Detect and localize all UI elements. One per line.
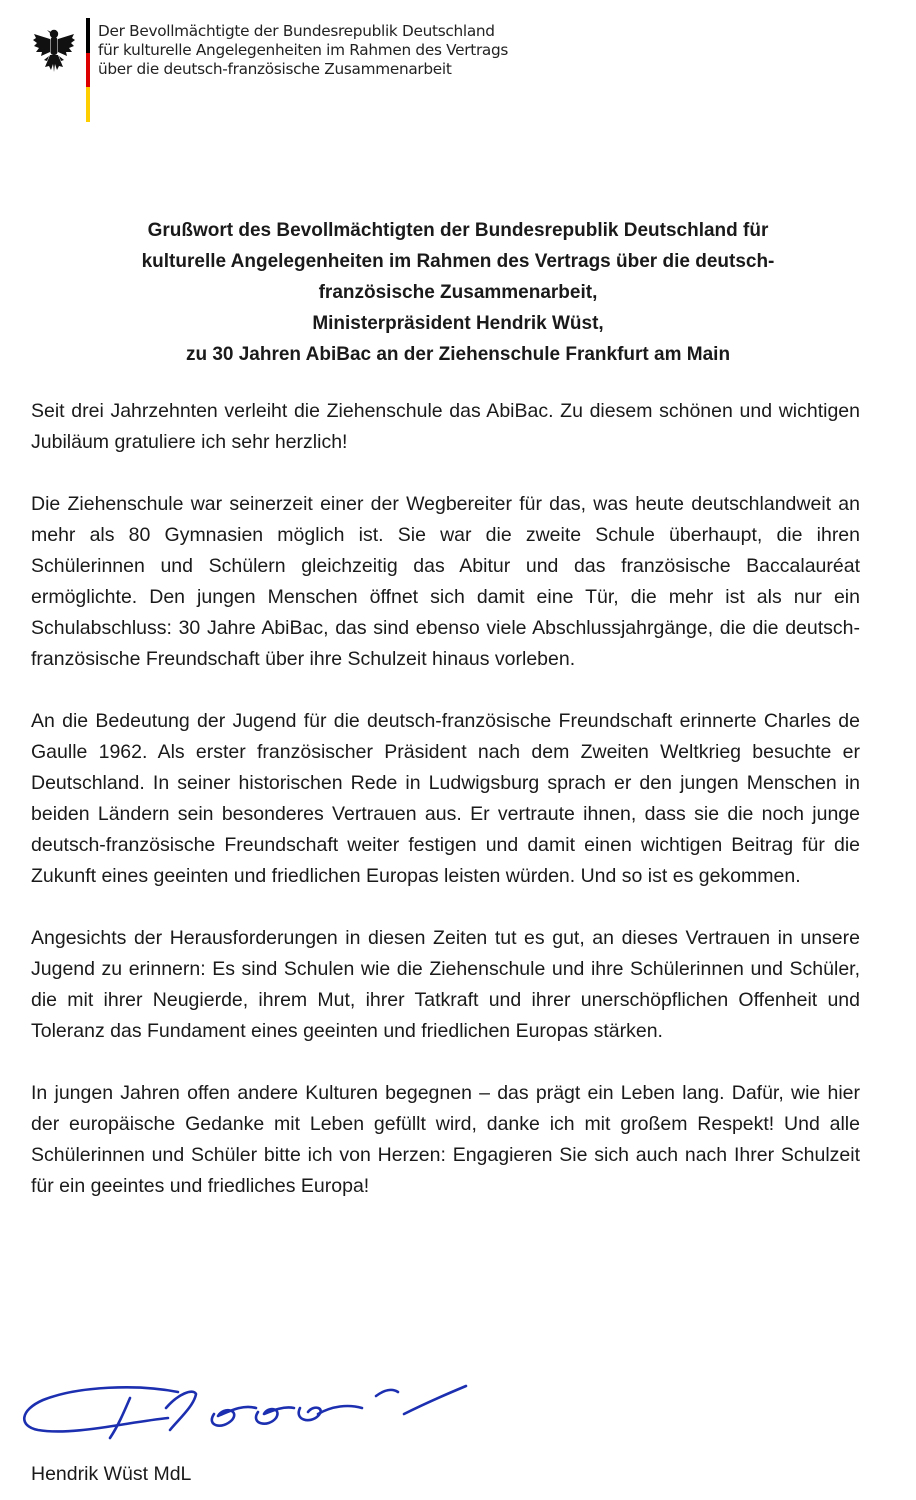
flag-stripe-black (86, 18, 90, 53)
title-line: kulturelle Angelegenheiten im Rahmen des Vertrags über die deutsch- (141, 251, 775, 272)
paragraph: Die Ziehenschule war seinerzeit einer der Wegbereiter für das, was heute deutschlandweit an mehr als 80 Gymnasien möglich ist. Sie war die zweite Schule überhaupt, die ihren Schülerinnen und Schülern gleichzeitig das Abitur und das französische Baccalauréat ermöglichte. Den jungen Menschen öffnet sich damit eine Tür, die mehr ist als nur ein Schulabschluss: 30 Jahre AbiBac, das sind ebenso viele Abschlussjahrgänge, die die deutsch-französische Freundschaft über ihre Schulzeit hinaus vorleben. (31, 493, 860, 670)
flag-stripe-red (86, 53, 90, 88)
letter-body (31, 396, 860, 1202)
document-title (30, 215, 886, 370)
paragraph: Seit drei Jahrzehnten verleiht die Ziehenschule das AbiBac. Zu diesem schönen und wichtigen Jubiläum gratuliere ich sehr herzlich! (31, 400, 860, 453)
title-line: französische Zusammenarbeit, (318, 282, 598, 303)
federal-eagle-icon (32, 26, 76, 76)
paragraph: In jungen Jahren offen andere Kulturen begegnen – das prägt ein Leben lang. Dafür, wie hier der europäische Gedanke mit Leben gefüllt wird, danke ich mit großem Respekt! Und alle Schülerinnen und Schüler bitte ich von Herzen: Engagieren Sie sich auch nach Ihrer Schulzeit für ein geeintes und friedliches Europa! (31, 1082, 860, 1197)
title-line: Ministerpräsident Hendrik Wüst, (312, 313, 604, 334)
sender-line: über die deutsch-französische Zusammenarbeit (98, 60, 452, 78)
handwritten-signature-icon (18, 1378, 478, 1458)
signer-name: Hendrik Wüst MdL (31, 1463, 192, 1485)
title-line: Grußwort des Bevollmächtigten der Bundesrepublik Deutschland für (147, 220, 769, 241)
paragraph: Angesichts der Herausforderungen in diesen Zeiten tut es gut, an dieses Vertrauen in unsere Jugend zu erinnern: Es sind Schulen wie die Ziehenschule und ihre Schülerinnen und Schüler, die mit ihrer Neugierde, ihrem Mut, ihrer Tatkraft und ihrer unerschöpflichen Offenheit und Toleranz das Fundament eines geeinten und friedlichen Europas stärken. (31, 927, 860, 1042)
letterhead (32, 18, 732, 128)
paragraph: An die Bedeutung der Jugend für die deutsch-französische Freundschaft erinnerte Charles de Gaulle 1962. Als erster französischer Präsident nach dem Zweiten Weltkrieg besuchte er Deutschland. In seiner historischen Rede in Ludwigsburg sprach er den jungen Menschen in beiden Ländern sein besonderes Vertrauen aus. Er vertraute ihnen, dass sie die noch junge deutsch-französische Freundschaft weiter festigen und damit einen wichtigen Beitrag für die Zukunft eines geeinten und friedlichen Europas leisten würden. Und so ist es gekommen. (31, 710, 860, 887)
flag-stripe-gold (86, 87, 90, 122)
sender-block (98, 22, 508, 79)
sender-line: für kulturelle Angelegenheiten im Rahmen des Vertrags (98, 41, 509, 59)
flag-stripe (86, 18, 90, 122)
title-line: zu 30 Jahren AbiBac an der Ziehenschule Frankfurt am Main (185, 344, 731, 365)
sender-line: Der Bevollmächtigte der Bundesrepublik Deutschland (98, 22, 495, 40)
